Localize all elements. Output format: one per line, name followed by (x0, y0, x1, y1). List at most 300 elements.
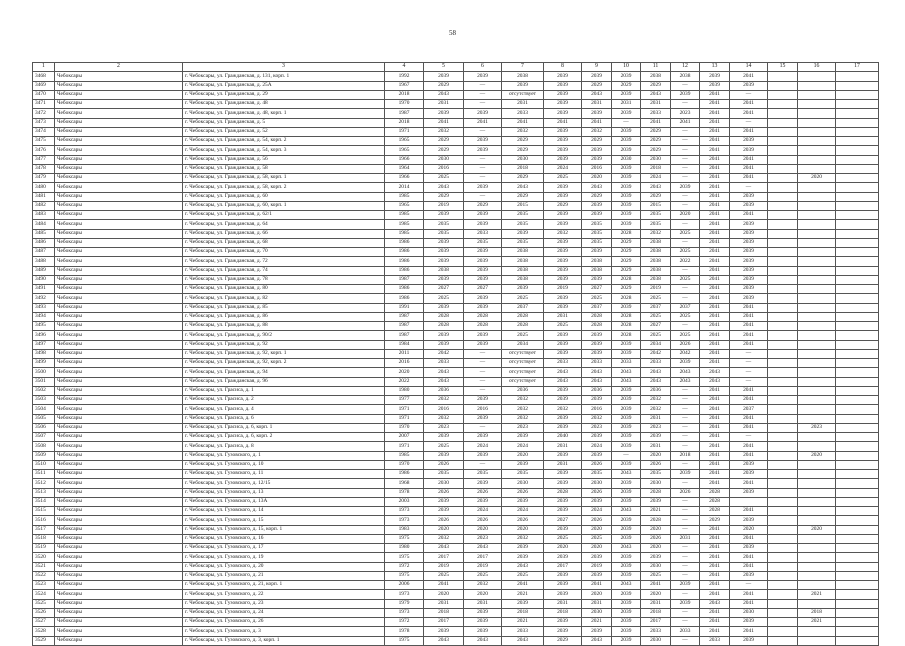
table-cell: 2039 (700, 72, 730, 81)
table-cell: 2039 (612, 386, 641, 395)
table-cell: 1985 (385, 229, 424, 238)
table-cell (798, 109, 836, 118)
table-cell: 2033 (544, 359, 582, 368)
table-cell: 2043 (700, 377, 730, 386)
table-cell: 2027 (582, 285, 612, 294)
table-cell: 2020 (424, 590, 464, 599)
table-cell: Чебоксары (55, 331, 183, 340)
table-cell: 2043 (424, 377, 464, 386)
table-cell: — (730, 377, 768, 386)
table-cell: г. Чебоксары, ул. Гузовского, д. 19 (183, 553, 385, 562)
table-cell: г. Чебоксары, ул. Гражданская, д. 86 (183, 312, 385, 321)
table-cell (768, 534, 798, 543)
table-cell: 3495 (33, 322, 55, 331)
table-cell: 2029 (582, 192, 612, 201)
table-cell: 3509 (33, 451, 55, 460)
table-cell (768, 451, 798, 460)
table-cell: 2041 (700, 303, 730, 312)
table-cell: 2039 (464, 479, 502, 488)
table-cell: 2039 (424, 109, 464, 118)
table-cell: г. Чебоксары, ул. Гражданская, д. 68 (183, 238, 385, 247)
table-cell: г. Чебоксары, ул. Гражданская, д. 56 (183, 155, 385, 164)
table-row (33, 525, 879, 534)
column-number-11: 11 (641, 63, 671, 72)
table-cell: 2043 (641, 90, 671, 99)
table-cell: 2041 (700, 266, 730, 275)
table-cell: 2020 (730, 525, 768, 534)
table-cell (798, 90, 836, 99)
table-cell: 2026 (464, 516, 502, 525)
table-cell: 2038 (424, 266, 464, 275)
table-cell: 2043 (671, 377, 700, 386)
table-cell: 3511 (33, 470, 55, 479)
table-cell: Чебоксары (55, 396, 183, 405)
column-number-14: 14 (730, 63, 768, 72)
table-cell (798, 201, 836, 210)
table-cell (798, 275, 836, 284)
table-row (33, 368, 879, 377)
table-cell: 2020 (502, 451, 544, 460)
table-cell: — (464, 164, 502, 173)
table-cell: 1971 (385, 414, 424, 423)
table-cell: 2041 (730, 479, 768, 488)
table-cell: 2015 (641, 201, 671, 210)
table-cell: 2020 (544, 544, 582, 553)
table-cell: 2041 (730, 562, 768, 571)
table-cell: 2039 (544, 248, 582, 257)
table-cell: 2043 (612, 507, 641, 516)
table-cell: 2030 (641, 562, 671, 571)
table-cell: 2039 (730, 516, 768, 525)
table-cell: 2039 (424, 257, 464, 266)
table-cell: 2039 (671, 581, 700, 590)
table-cell: 2035 (502, 211, 544, 220)
table-cell: 2036 (502, 386, 544, 395)
table-cell: 2043 (544, 368, 582, 377)
table-cell: 3493 (33, 303, 55, 312)
table-cell: 2032 (641, 396, 671, 405)
table-cell: 2039 (582, 109, 612, 118)
table-cell: 2041 (700, 423, 730, 432)
table-cell (836, 451, 879, 460)
table-cell: 2025 (464, 571, 502, 580)
table-cell: 2039 (544, 90, 582, 99)
table-cell: 2039 (612, 174, 641, 183)
table-cell: 2039 (544, 127, 582, 136)
table-cell: 2035 (424, 220, 464, 229)
table-cell: 2020 (502, 525, 544, 534)
table-cell (836, 368, 879, 377)
table-cell: 2039 (612, 349, 641, 358)
table-cell (768, 220, 798, 229)
table-cell: 3471 (33, 100, 55, 109)
table-cell (798, 229, 836, 238)
table-cell (798, 460, 836, 469)
table-cell: 2039 (424, 72, 464, 81)
table-cell: 2031 (582, 100, 612, 109)
table-cell: 2039 (612, 192, 641, 201)
table-cell: 1987 (385, 322, 424, 331)
table-cell: 2036 (424, 386, 464, 395)
table-cell: 2025 (424, 174, 464, 183)
table-cell: г. Чебоксары, ул. Гражданская, д. 88 (183, 322, 385, 331)
table-cell (836, 183, 879, 192)
table-cell (768, 636, 798, 645)
table-cell: Чебоксары (55, 229, 183, 238)
table-cell: г. Чебоксары, ул. Гузовского, д. 11 (183, 470, 385, 479)
table-cell: Чебоксары (55, 497, 183, 506)
table-cell: 2019 (544, 285, 582, 294)
table-cell (768, 396, 798, 405)
table-cell (836, 507, 879, 516)
table-cell: 3528 (33, 627, 55, 636)
table-cell (768, 211, 798, 220)
table-cell: 2024 (464, 442, 502, 451)
table-cell (798, 155, 836, 164)
table-cell: 2041 (700, 470, 730, 479)
table-cell: 2020 (798, 174, 836, 183)
table-cell: 2039 (464, 618, 502, 627)
table-cell: 2031 (671, 534, 700, 543)
table-row (33, 571, 879, 580)
table-cell: 1986 (385, 294, 424, 303)
table-cell (836, 442, 879, 451)
table-cell: 2039 (464, 340, 502, 349)
table-cell: 2041 (700, 396, 730, 405)
table-row (33, 423, 879, 432)
table-cell: 2039 (544, 553, 582, 562)
table-cell: 3500 (33, 368, 55, 377)
table-cell: 2039 (544, 146, 582, 155)
table-cell: 2039 (544, 303, 582, 312)
table-cell (836, 423, 879, 432)
table-cell: г. Чебоксары, ул. Гражданская, д. 5 (183, 118, 385, 127)
table-row (33, 590, 879, 599)
table-cell: г. Чебоксары, ул. Грасиса, д. 2 (183, 396, 385, 405)
table-cell: 2033 (641, 359, 671, 368)
table-cell (768, 248, 798, 257)
table-cell: г. Чебоксары, ул. Гражданская, д. 72 (183, 257, 385, 266)
table-cell: 2031 (641, 414, 671, 423)
table-row (33, 396, 879, 405)
table-cell (798, 636, 836, 645)
table-cell: 1983 (385, 525, 424, 534)
table-cell: 2028 (612, 275, 641, 284)
table-cell: Чебоксары (55, 303, 183, 312)
table-cell (798, 414, 836, 423)
table-cell: 3504 (33, 405, 55, 414)
table-cell: Чебоксары (55, 507, 183, 516)
table-cell: 2041 (544, 118, 582, 127)
table-cell: г. Чебоксары, ул. Гражданская, д. 58 (183, 164, 385, 173)
table-cell: 2035 (502, 238, 544, 247)
table-cell: 2029 (641, 81, 671, 90)
table-cell: 2039 (730, 201, 768, 210)
table-cell: 2007 (385, 433, 424, 442)
table-cell: 1986 (385, 248, 424, 257)
table-cell: 2024 (502, 442, 544, 451)
table-cell (768, 294, 798, 303)
table-cell (768, 164, 798, 173)
table-cell: 2028 (612, 294, 641, 303)
table-cell: 2039 (700, 81, 730, 90)
table-cell: 2041 (700, 146, 730, 155)
table-cell: г. Чебоксары, ул. Гузовского, д. 23 (183, 599, 385, 608)
table-cell: 2039 (464, 433, 502, 442)
table-cell: 2037 (641, 303, 671, 312)
table-cell: 2031 (582, 599, 612, 608)
table-cell: 2041 (700, 183, 730, 192)
table-cell: 2039 (544, 137, 582, 146)
table-row (33, 497, 879, 506)
table-cell: 2016 (385, 359, 424, 368)
column-number-3: 3 (183, 63, 385, 72)
table-cell: 2016 (424, 164, 464, 173)
table-cell: 2030 (612, 155, 641, 164)
table-cell: 2039 (544, 618, 582, 627)
table-cell: Чебоксары (55, 340, 183, 349)
table-cell: 3478 (33, 164, 55, 173)
table-cell: 2039 (612, 183, 641, 192)
table-cell: 2043 (424, 90, 464, 99)
table-row (33, 257, 879, 266)
table-cell: 2043 (612, 377, 641, 386)
table-row (33, 174, 879, 183)
table-cell: 2031 (641, 100, 671, 109)
table-cell: 3502 (33, 386, 55, 395)
table-cell: Чебоксары (55, 479, 183, 488)
table-cell: 2043 (502, 562, 544, 571)
table-cell: 2028 (641, 488, 671, 497)
table-cell: — (464, 460, 502, 469)
table-cell: 2041 (700, 553, 730, 562)
table-cell: 2039 (424, 248, 464, 257)
table-cell: 2041 (700, 322, 730, 331)
table-cell: 2035 (582, 238, 612, 247)
table-cell: 2020 (641, 544, 671, 553)
table-cell: 2041 (730, 164, 768, 173)
table-cell: Чебоксары (55, 90, 183, 99)
table-cell: 2026 (641, 534, 671, 543)
table-cell: г. Чебоксары, ул. Гузовского, д. 21 (183, 571, 385, 580)
table-cell: 2019 (424, 562, 464, 571)
table-cell: 2029 (641, 137, 671, 146)
table-cell (836, 516, 879, 525)
table-cell (798, 507, 836, 516)
table-row (33, 118, 879, 127)
table-cell (798, 470, 836, 479)
table-cell: 3520 (33, 553, 55, 562)
table-cell (768, 174, 798, 183)
table-cell: 2041 (700, 257, 730, 266)
table-cell: — (671, 146, 700, 155)
table-cell: 2021 (502, 618, 544, 627)
table-cell: 2039 (612, 164, 641, 173)
table-cell (836, 174, 879, 183)
table-cell: 2043 (544, 377, 582, 386)
table-cell: 2043 (641, 368, 671, 377)
table-cell: 2026 (502, 516, 544, 525)
table-cell: 2032 (641, 405, 671, 414)
table-cell: 2028 (612, 331, 641, 340)
table-cell: 3526 (33, 608, 55, 617)
table-cell: 2019 (424, 201, 464, 210)
table-cell: — (464, 377, 502, 386)
table-cell (798, 220, 836, 229)
column-number-9: 9 (582, 63, 612, 72)
table-cell: 2039 (612, 433, 641, 442)
table-cell: 1975 (385, 553, 424, 562)
table-cell (836, 155, 879, 164)
table-cell: 3496 (33, 331, 55, 340)
table-cell: Чебоксары (55, 405, 183, 414)
table-row (33, 303, 879, 312)
table-cell: 2039 (641, 433, 671, 442)
table-cell: 2041 (730, 100, 768, 109)
table-cell: 2028 (700, 507, 730, 516)
table-cell: 2039 (464, 294, 502, 303)
table-cell (798, 544, 836, 553)
column-number-5: 5 (424, 63, 464, 72)
table-cell (836, 377, 879, 386)
table-cell: — (464, 192, 502, 201)
table-cell: 2020 (582, 544, 612, 553)
table-cell: 2029 (424, 192, 464, 201)
column-number-17: 17 (836, 63, 879, 72)
table-cell: 2039 (464, 608, 502, 617)
table-cell: Чебоксары (55, 359, 183, 368)
table-cell: 2039 (544, 451, 582, 460)
table-cell: 2029 (544, 636, 582, 645)
table-cell: 2039 (424, 497, 464, 506)
table-cell: 2039 (424, 627, 464, 636)
table-cell: 2018 (671, 451, 700, 460)
table-cell: 3486 (33, 238, 55, 247)
table-cell: 2039 (544, 238, 582, 247)
table-cell: 2031 (641, 599, 671, 608)
table-cell: 1987 (385, 331, 424, 340)
table-cell: Чебоксары (55, 608, 183, 617)
table-cell: 2039 (612, 201, 641, 210)
table-cell: 2043 (424, 368, 464, 377)
table-cell (798, 257, 836, 266)
table-cell: г. Чебоксары, ул. Гузовского, д. 13А (183, 497, 385, 506)
table-cell: Чебоксары (55, 470, 183, 479)
table-cell: — (730, 433, 768, 442)
table-cell: 2041 (730, 312, 768, 321)
table-cell: 2039 (502, 285, 544, 294)
table-cell: 2039 (582, 627, 612, 636)
table-cell (768, 109, 798, 118)
table-cell: 1984 (385, 340, 424, 349)
table-cell: 3518 (33, 534, 55, 543)
table-cell: 2039 (544, 470, 582, 479)
table-cell: 2041 (730, 396, 768, 405)
table-cell: 2023 (798, 423, 836, 432)
table-cell: 2039 (464, 627, 502, 636)
table-cell: 2039 (582, 349, 612, 358)
table-cell (768, 322, 798, 331)
table-cell (768, 349, 798, 358)
table-cell: 2041 (700, 238, 730, 247)
table-cell: 1968 (385, 479, 424, 488)
table-cell: 2041 (700, 581, 730, 590)
column-number-8: 8 (544, 63, 582, 72)
table-cell (798, 183, 836, 192)
table-cell (768, 238, 798, 247)
column-number-6: 6 (464, 63, 502, 72)
table-cell: — (671, 174, 700, 183)
table-cell: 3492 (33, 294, 55, 303)
table-cell: 2041 (700, 331, 730, 340)
table-cell: 1978 (385, 488, 424, 497)
table-cell: — (671, 220, 700, 229)
table-cell: 1972 (385, 618, 424, 627)
table-cell: 2041 (730, 322, 768, 331)
table-cell (768, 359, 798, 368)
table-cell (798, 294, 836, 303)
table-cell: 2021 (502, 590, 544, 599)
table-cell (836, 192, 879, 201)
table-cell: 1973 (385, 608, 424, 617)
table-cell: 2039 (730, 294, 768, 303)
table-cell (768, 303, 798, 312)
table-cell: 2038 (641, 266, 671, 275)
table-cell: 2020 (582, 525, 612, 534)
table-row (33, 460, 879, 469)
table-cell: 2003 (385, 497, 424, 506)
table-cell: 2039 (612, 599, 641, 608)
table-cell: 2041 (424, 581, 464, 590)
table-cell: 2029 (502, 174, 544, 183)
table-cell: 2015 (502, 201, 544, 210)
table-cell: 2038 (582, 266, 612, 275)
table-cell: 2023 (502, 423, 544, 432)
table-row (33, 183, 879, 192)
table-cell: 2016 (464, 405, 502, 414)
table-cell: 2033 (700, 636, 730, 645)
table-cell: отсутствует (502, 349, 544, 358)
table-cell (836, 636, 879, 645)
table-cell: — (671, 608, 700, 617)
table-cell: 3480 (33, 183, 55, 192)
table-cell: 2020 (798, 451, 836, 460)
table-cell: 1985 (385, 451, 424, 460)
table-cell: 2039 (730, 220, 768, 229)
table-cell: г. Чебоксары, ул. Гражданская, д. 96 (183, 377, 385, 386)
table-cell: 2025 (424, 571, 464, 580)
table-cell: 2018 (641, 164, 671, 173)
table-cell: 2014 (385, 183, 424, 192)
table-cell: 2039 (582, 451, 612, 460)
table-cell: г. Чебоксары, ул. Гражданская, д. 94 (183, 368, 385, 377)
table-cell (836, 608, 879, 617)
table-cell: Чебоксары (55, 109, 183, 118)
table-cell: 2039 (502, 433, 544, 442)
table-cell: 2043 (582, 636, 612, 645)
table-cell: 2037 (671, 303, 700, 312)
table-cell: 2039 (544, 507, 582, 516)
table-cell: 2033 (641, 627, 671, 636)
table-cell: 2043 (612, 470, 641, 479)
table-cell: г. Чебоксары, ул. Гражданская, д. 70 (183, 248, 385, 257)
table-row (33, 414, 879, 423)
table-cell: 2026 (582, 488, 612, 497)
table-cell (798, 118, 836, 127)
table-cell: Чебоксары (55, 201, 183, 210)
table-cell (836, 460, 879, 469)
table-cell: 2039 (544, 294, 582, 303)
